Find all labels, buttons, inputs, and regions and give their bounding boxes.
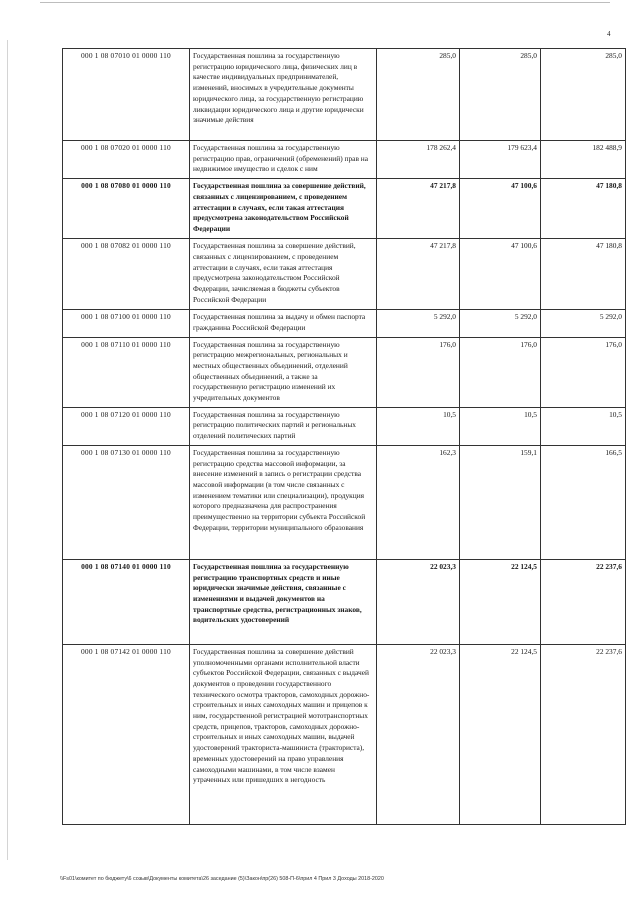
amount-2018-cell: 178 262,4 xyxy=(377,141,460,179)
revenue-name-cell: Государственная пошлина за государственную регистрацию юридического лица, физических лиц в качестве индивидуальных предпринимателей, изменений, вносимых в учредительные документы юридического лица, за государственную регистрацию ликвидации юридического лица и другие юридически значимые действия xyxy=(190,49,377,141)
amount-2019-cell: 47 100,6 xyxy=(460,179,541,239)
table-row xyxy=(63,141,626,179)
budget-code-cell: 000 1 08 07110 01 0000 110 xyxy=(63,337,190,407)
budget-code-cell: 000 1 08 07100 01 0000 110 xyxy=(63,310,190,337)
amount-2019-cell: 5 292,0 xyxy=(460,310,541,337)
amount-2020-cell: 182 488,9 xyxy=(541,141,626,179)
amount-2018-cell: 5 292,0 xyxy=(377,310,460,337)
amount-2019-cell: 47 100,6 xyxy=(460,239,541,310)
amount-2018-cell: 162,3 xyxy=(377,445,460,559)
amount-2020-cell: 47 180,8 xyxy=(541,179,626,239)
amount-2018-cell: 10,5 xyxy=(377,407,460,445)
amount-2019-cell: 285,0 xyxy=(460,49,541,141)
amount-2020-cell: 166,5 xyxy=(541,445,626,559)
table-row xyxy=(63,644,626,824)
budget-code-cell: 000 1 08 07120 01 0000 110 xyxy=(63,407,190,445)
amount-2020-cell: 22 237,6 xyxy=(541,644,626,824)
amount-2018-cell: 285,0 xyxy=(377,49,460,141)
budget-code-cell: 000 1 08 07142 01 0000 110 xyxy=(63,644,190,824)
revenue-table xyxy=(62,48,626,825)
revenue-name-cell: Государственная пошлина за выдачу и обмен паспорта гражданина Российской Федерации xyxy=(190,310,377,337)
table-row xyxy=(63,407,626,445)
amount-2020-cell: 176,0 xyxy=(541,337,626,407)
amount-2019-cell: 22 124,5 xyxy=(460,644,541,824)
revenue-name-cell: Государственная пошлина за совершение действий уполномоченными органами исполнительной власти субъектов Российской Федерации, связанных с выдачей документов о проведении государственного технического осмотра тракторов, самоходных дорожно-строительных и иных самоходных машин и прицепов к ним, государственной регистрацией мототранспортных средств, прицепов, тракторов, самоходных дорожно-строительных и иных самоходных машин, выдачей удостоверений тракториста-машиниста (тракториста), временных удостоверений на право управления самоходными машинами, в том числе взамен утраченных или пришедших в негодность xyxy=(190,644,377,824)
amount-2019-cell: 22 124,5 xyxy=(460,559,541,644)
amount-2020-cell: 22 237,6 xyxy=(541,559,626,644)
amount-2018-cell: 22 023,3 xyxy=(377,644,460,824)
table-row xyxy=(63,239,626,310)
budget-code-cell: 000 1 08 07140 01 0000 110 xyxy=(63,559,190,644)
page-number: 4 xyxy=(607,30,611,38)
file-path-footer: \\Fs01\комитет по бюджету\6 созыв\Документы комитета\26 заседание (5)\Закон\пр(26) 508-П-6\прил 4 Прил 3 Доходы 2018-2020 xyxy=(60,876,384,882)
revenue-name-cell: Государственная пошлина за государственную регистрацию межрегиональных, региональных и местных общественных объединений, отделений общественных объединений, а также за государственную регистрацию изменений их учредительных документов xyxy=(190,337,377,407)
amount-2019-cell: 10,5 xyxy=(460,407,541,445)
scan-top-edge-line xyxy=(40,2,610,3)
revenue-name-cell: Государственная пошлина за государственную регистрацию транспортных средств и иные юридически значимые действия, связанные с изменениями и выдачей документов на транспортные средства, регистрационных знаков, водительских удостоверений xyxy=(190,559,377,644)
amount-2019-cell: 159,1 xyxy=(460,445,541,559)
revenue-name-cell: Государственная пошлина за государственную регистрацию политических партий и региональных отделений политических партий xyxy=(190,407,377,445)
amount-2019-cell: 176,0 xyxy=(460,337,541,407)
amount-2019-cell: 179 623,4 xyxy=(460,141,541,179)
budget-code-cell: 000 1 08 07020 01 0000 110 xyxy=(63,141,190,179)
amount-2018-cell: 176,0 xyxy=(377,337,460,407)
table-row xyxy=(63,559,626,644)
table-row xyxy=(63,445,626,559)
scan-left-edge-line xyxy=(7,40,8,860)
table-row xyxy=(63,49,626,141)
amount-2020-cell: 47 180,8 xyxy=(541,239,626,310)
revenue-table-body xyxy=(63,49,626,825)
table-row xyxy=(63,179,626,239)
revenue-name-cell: Государственная пошлина за совершение действий, связанных с лицензированием, с проведением аттестации в случаях, если такая аттестация предусмотрена законодательством Российской Федерации xyxy=(190,179,377,239)
budget-code-cell: 000 1 08 07010 01 0000 110 xyxy=(63,49,190,141)
revenue-name-cell: Государственная пошлина за государственную регистрацию средства массовой информации, за внесение изменений в запись о регистрации средства массовой информации (в том числе связанных с изменением тематики или специализации), продукция которого предназначена для распространения преимущественно на территории субъекта Российской Федерации, территории муниципального образования xyxy=(190,445,377,559)
revenue-name-cell: Государственная пошлина за совершение действий, связанных с лицензированием, с проведением аттестации в случаях, если такая аттестация предусмотрена законодательством Российской Федерации, зачисляемая в бюджеты субъектов Российской Федерации xyxy=(190,239,377,310)
amount-2018-cell: 22 023,3 xyxy=(377,559,460,644)
amount-2018-cell: 47 217,8 xyxy=(377,239,460,310)
amount-2018-cell: 47 217,8 xyxy=(377,179,460,239)
table-row xyxy=(63,337,626,407)
budget-code-cell: 000 1 08 07082 01 0000 110 xyxy=(63,239,190,310)
table-row xyxy=(63,310,626,337)
revenue-name-cell: Государственная пошлина за государственную регистрацию прав, ограничений (обременений) прав на недвижимое имущество и сделок с ним xyxy=(190,141,377,179)
budget-code-cell: 000 1 08 07080 01 0000 110 xyxy=(63,179,190,239)
amount-2020-cell: 5 292,0 xyxy=(541,310,626,337)
amount-2020-cell: 10,5 xyxy=(541,407,626,445)
amount-2020-cell: 285,0 xyxy=(541,49,626,141)
budget-code-cell: 000 1 08 07130 01 0000 110 xyxy=(63,445,190,559)
